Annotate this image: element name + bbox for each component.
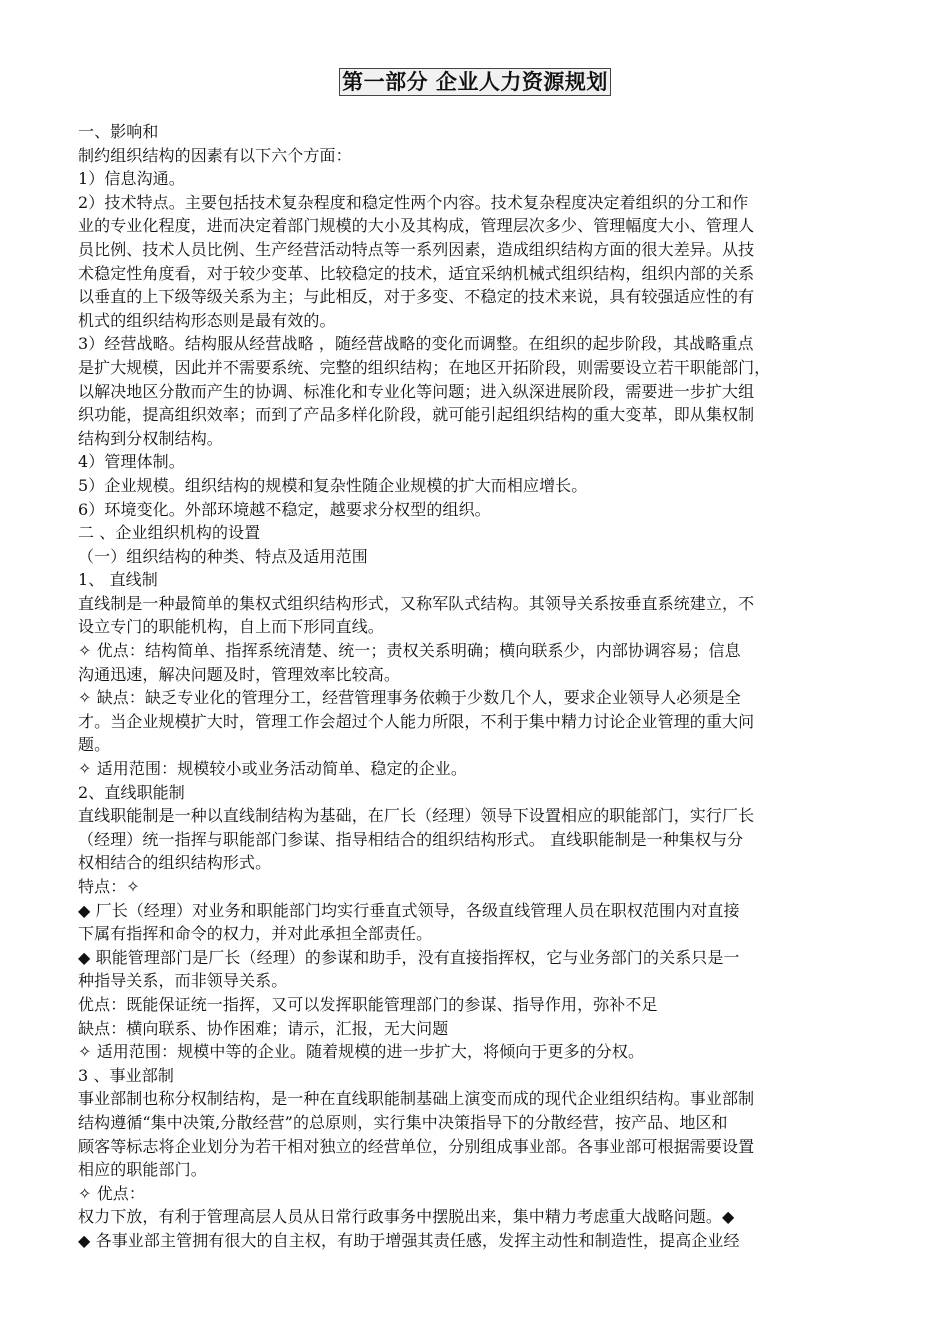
text-line: 员比例、技术人员比例、生产经营活动特点等一系列因素，造成组织结构方面的很大差异。从技 [78, 239, 755, 259]
text-line: 6）环境变化。外部环境越不稳定，越要求分权型的组织。 [78, 499, 491, 519]
text-line: ✧ 优点： [78, 1183, 145, 1203]
text-line: ✧ 优点：结构简单、指挥系统清楚、统一；责权关系明确；横向联系少，内部协调容易；信息 [78, 641, 741, 661]
text-line: （一）组织结构的种类、特点及适用范围 [78, 546, 368, 566]
text-line: 相应的职能部门。 [78, 1160, 207, 1180]
title-area [0, 68, 950, 96]
text-line: 优点：既能保证统一指挥，又可以发挥职能管理部门的参谋、指导作用，弥补不足 [78, 994, 658, 1014]
text-line: 5）企业规模。组织结构的规模和复杂性随企业规模的扩大而相应增长。 [78, 475, 588, 495]
text-line: 下属有指挥和命令的权力，并对此承担全部责任。 [78, 924, 433, 944]
text-line: ◆ 各事业部主管拥有很大的自主权，有助于增强其责任感，发挥主动性和制造性，提高企业经 [78, 1230, 740, 1250]
text-line: 4）管理体制。 [78, 452, 185, 472]
text-line: ✧ 缺点：缺乏专业化的管理分工，经营管理事务依赖于少数几个人，要求企业领导人必须是全 [78, 688, 741, 708]
text-line: 才。当企业规模扩大时，管理工作会超过个人能力所限，不利于集中精力讨论企业管理的重大问 [78, 711, 755, 731]
text-line: ✧ 适用范围：规模中等的企业。随着规模的进一步扩大，将倾向于更多的分权。 [78, 1042, 645, 1062]
text-line: 3）经营战略。结构服从经营战略 ，随经营战略的变化而调整。在组织的起步阶段，其战略重点 [78, 334, 754, 354]
text-line: 结构遵循“集中决策,分散经营”的总原则，实行集中决策指导下的分散经营，按产品、地区和 [78, 1112, 728, 1132]
text-line: 种指导关系，而非领导关系。 [78, 971, 288, 991]
text-line: 机式的组织结构形态则是最有效的。 [78, 310, 336, 330]
text-line: 直线制是一种最简单的集权式组织结构形式，又称军队式结构。其领导关系按垂直系统建立，不 [78, 593, 755, 613]
text-line: 3 、事业部制 [78, 1065, 174, 1085]
text-line: 一、影响和 [78, 122, 159, 141]
text-line: 1、 直线制 [78, 570, 158, 590]
text-line: 沟通迅速，解决问题及时，管理效率比较高。 [78, 664, 401, 684]
text-line: 2、直线职能制 [78, 782, 185, 802]
text-line: 以解决地区分散而产生的协调、标准化和专业化等问题；进入纵深进展阶段，需要进一步扩大组 [78, 381, 755, 401]
text-line: 直线职能制是一种以直线制结构为基础，在厂长（经理）领导下设置相应的职能部门，实行厂长 [78, 806, 755, 826]
text-line: 以垂直的上下级等级关系为主；与此相反，对于多变、不稳定的技术来说，具有较强适应性的有 [78, 287, 755, 307]
text-line: 特点：✧ [78, 877, 140, 896]
text-line: 设立专门的职能机构，自上而下形同直线。 [78, 617, 384, 637]
page-title: 第一部分 企业人力资源规划 [339, 68, 611, 96]
text-line: （经理）统一指挥与职能部门参谋、指导相结合的组织结构形式。 直线职能制是一种集权与分 [78, 829, 744, 849]
text-line: ✧ 适用范围：规模较小或业务活动简单、稳定的企业。 [78, 759, 467, 779]
document-body [78, 120, 884, 1253]
text-line: 1）信息沟通。 [78, 169, 185, 189]
text-line: 是扩大规模，因此并不需要系统、完整的组织结构；在地区开拓阶段，则需要设立若干职能部门， [78, 357, 771, 377]
text-line: 权相结合的组织结构形式。 [78, 853, 272, 873]
text-line: 结构到分权制结构。 [78, 428, 223, 448]
text-line: 缺点：横向联系、协作困难；请示，汇报，无大问题 [78, 1018, 449, 1038]
text-line: 制约组织结构的因素有以下六个方面： [78, 145, 352, 165]
text-line: 织功能，提高组织效率；而到了产品多样化阶段，就可能引起组织结构的重大变革，即从集权制 [78, 405, 755, 425]
text-line: 2）技术特点。主要包括技术复杂程度和稳定性两个内容。技术复杂程度决定着组织的分工和作 [78, 192, 749, 212]
text-line: 题。 [78, 735, 111, 755]
text-line: 术稳定性角度看，对于较少变革、比较稳定的技术，适宜采纳机械式组织结构，组织内部的关系 [78, 263, 755, 283]
text-line: ◆ 职能管理部门是厂长（经理）的参谋和助手，没有直接指挥权，它与业务部门的关系只是一 [78, 947, 740, 967]
text-line: 权力下放，有利于管理高层人员从日常行政事务中摆脱出来，集中精力考虑重大战略问题。◆ [78, 1207, 735, 1227]
text-line: 二 、企业组织机构的设置 [78, 523, 261, 543]
text-line: 业的专业化程度，进而决定着部门规模的大小及其构成，管理层次多少、管理幅度大小、管理人 [78, 216, 755, 236]
text-line: 顾客等标志将企业划分为若干相对独立的经营单位，分别组成事业部。各事业部可根据需要设置 [78, 1136, 755, 1156]
text-line: 事业部制也称分权制结构，是一种在直线职能制基础上演变而成的现代企业组织结构。事业部制 [78, 1089, 755, 1109]
text-line: ◆ 厂长（经理）对业务和职能部门均实行垂直式领导，各级直线管理人员在职权范围内对直接 [78, 900, 740, 920]
